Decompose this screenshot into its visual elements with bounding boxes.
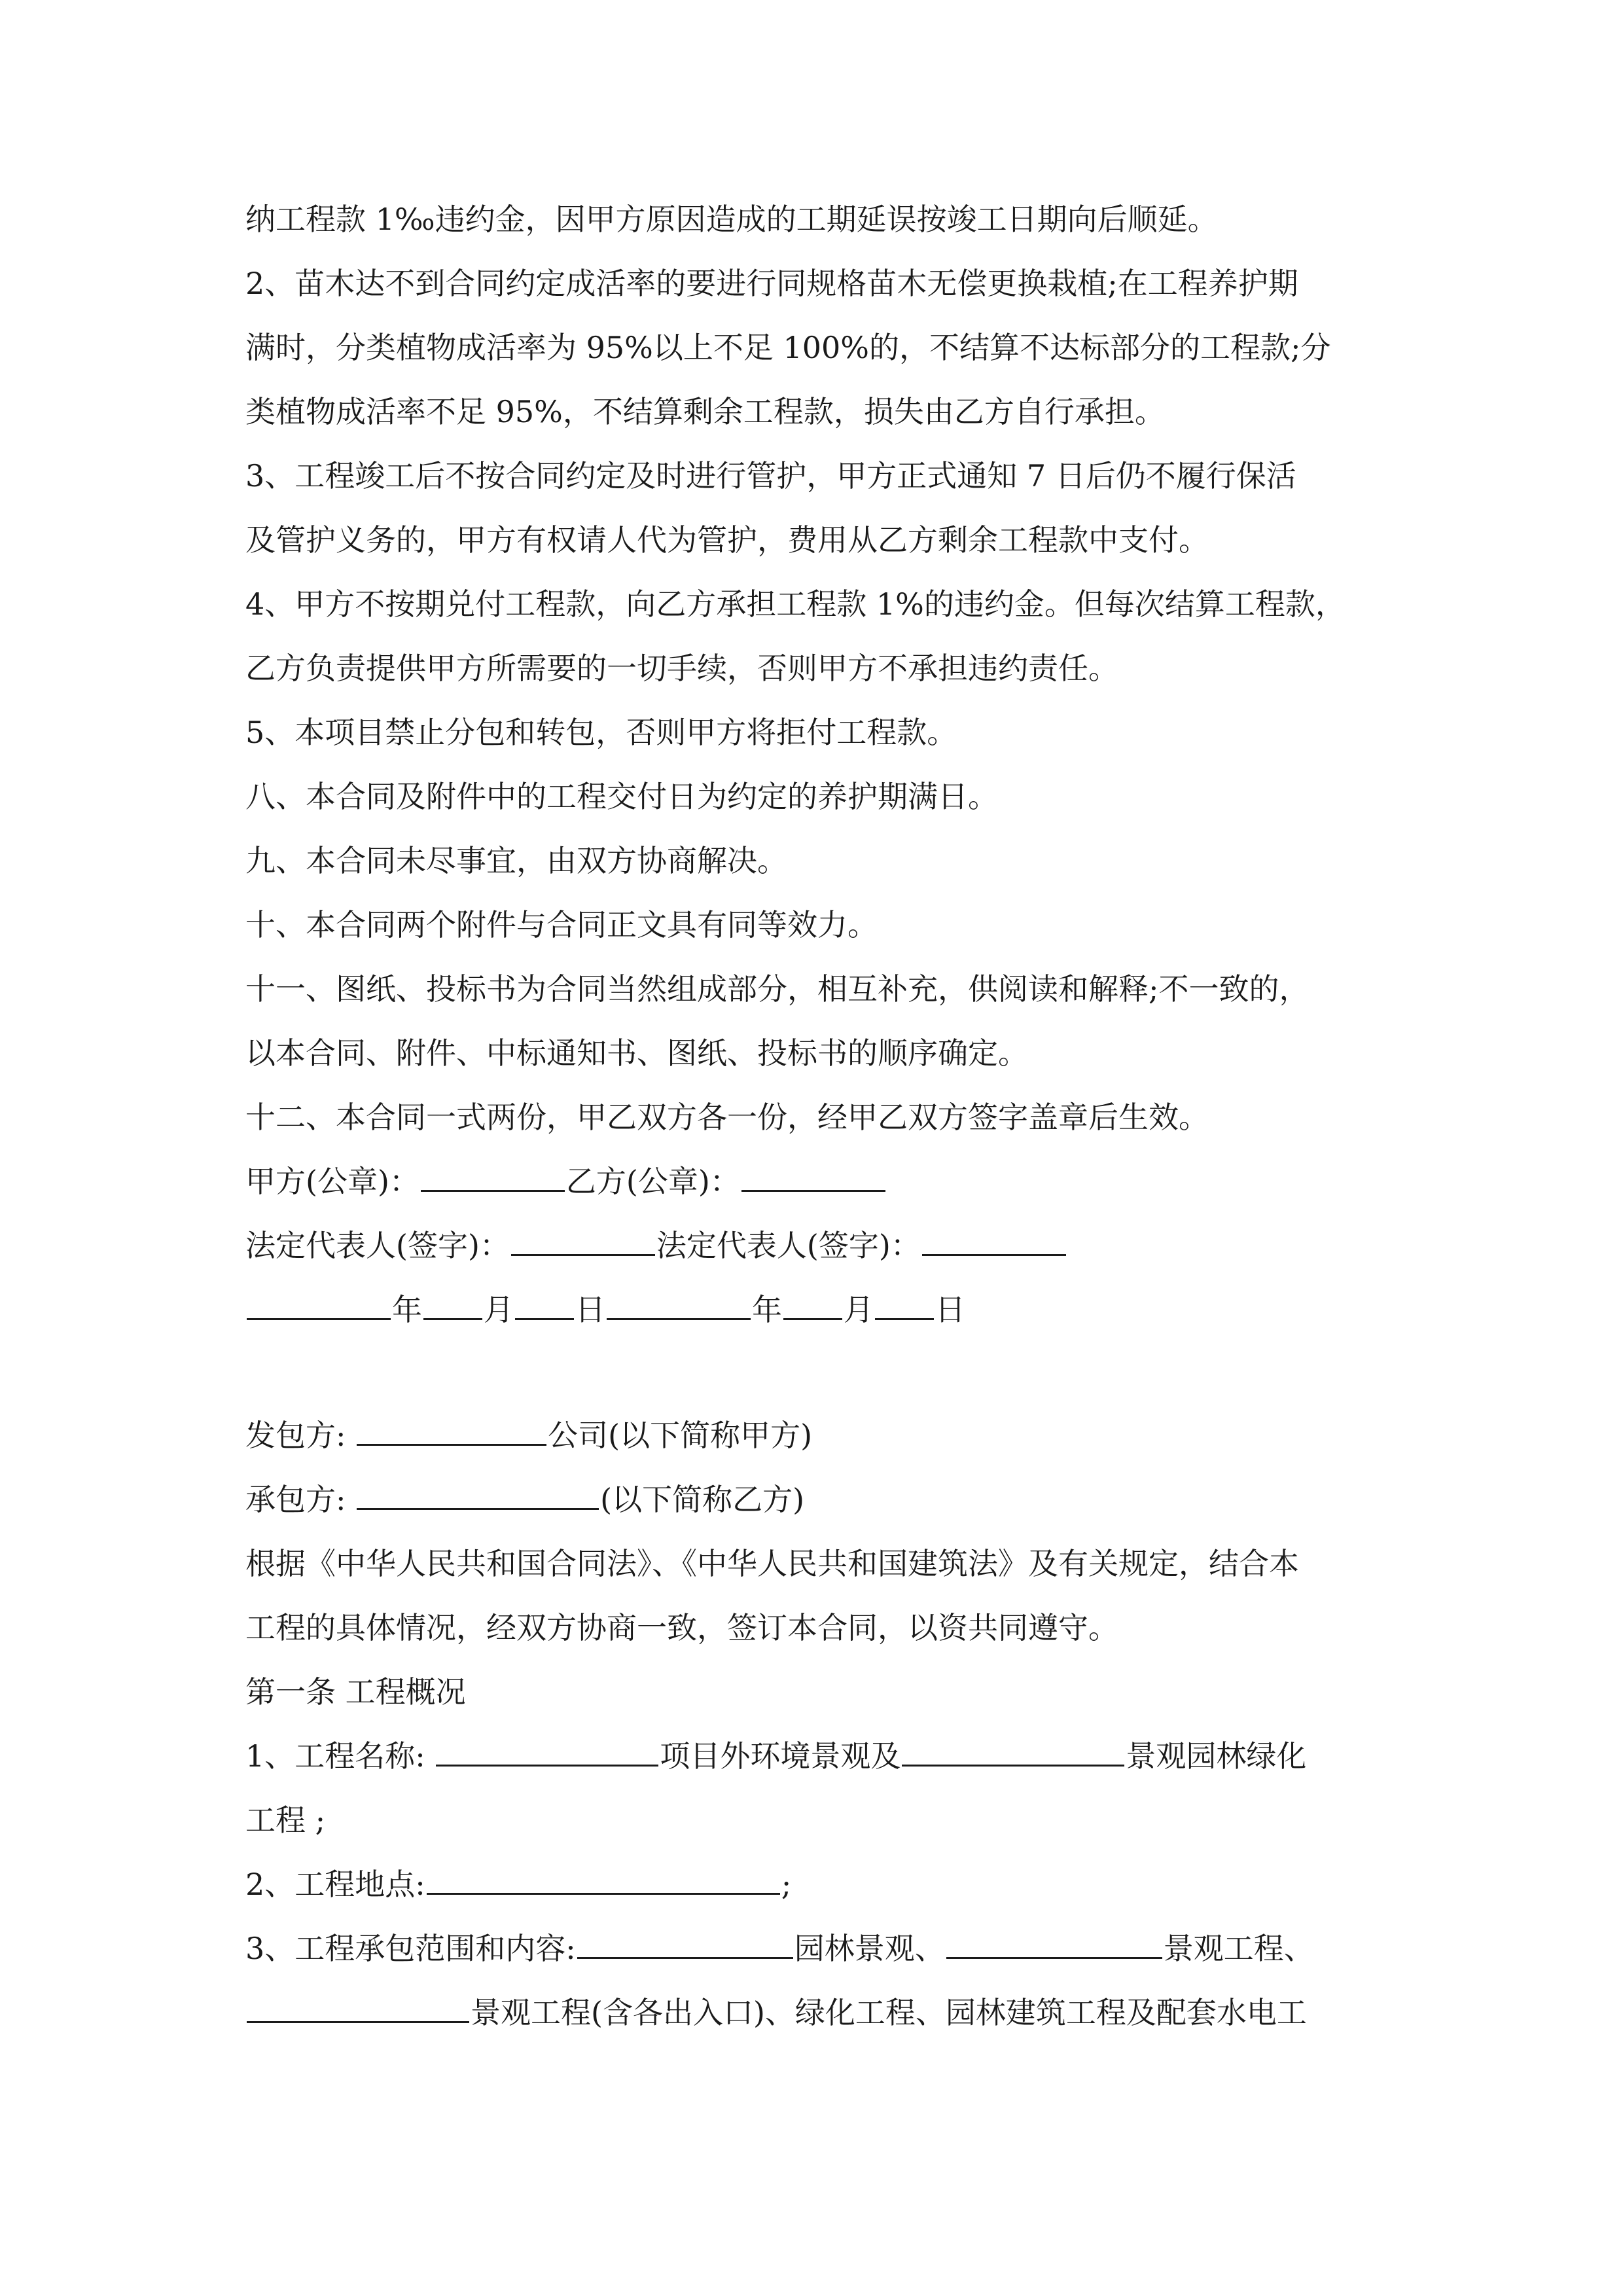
project-site-blank[interactable] <box>427 1867 780 1895</box>
rep-b-blank[interactable] <box>922 1228 1066 1256</box>
project-name-line <box>245 1736 1306 1776</box>
seal-line <box>245 1162 887 1201</box>
article-8: 八、本合同及附件中的工程交付日为约定的养护期满日。 <box>245 779 998 814</box>
project-name-continued: 工程 ; <box>245 1803 326 1838</box>
scope-label: 3、工程承包范围和内容: <box>245 1931 576 1966</box>
scope-c: 景观工程(含各出入口)、绿化工程、园林建筑工程及配套水电工 <box>471 1995 1307 2030</box>
article-11-line-2: 以本合同、附件、中标通知书、图纸、投标书的顺序确定。 <box>245 1035 1028 1071</box>
month-b-label: 月 <box>844 1292 874 1327</box>
basis-line-1: 根据《中华人民共和国合同法》、《中华人民共和国建筑法》及有关规定，结合本 <box>245 1546 1299 1581</box>
scope-line-2 <box>245 1993 1307 2032</box>
basis-line-2: 工程的具体情况，经双方协商一致，签订本合同，以资共同遵守。 <box>245 1610 1118 1645</box>
scope-b: 景观工程、 <box>1163 1931 1314 1966</box>
clause-2-line-1: 2、苗木达不到合同约定成活率的要进行同规格苗木无偿更换栽植;在工程养护期 <box>245 266 1298 301</box>
rep-a-blank[interactable] <box>511 1228 655 1256</box>
clause-3-line-1: 3、工程竣工后不按合同约定及时进行管护，甲方正式通知 7 日后仍不履行保活 <box>245 458 1296 493</box>
employer-blank[interactable] <box>357 1418 546 1446</box>
scope-a: 园林景观、 <box>794 1931 945 1966</box>
clause-3-line-2: 及管护义务的，甲方有权请人代为管护，费用从乙方剩余工程款中支付。 <box>245 522 1209 558</box>
article-10: 十、本合同两个附件与合同正文具有同等效力。 <box>245 907 878 942</box>
year-b-blank[interactable] <box>607 1292 751 1320</box>
year-b-label: 年 <box>752 1292 782 1327</box>
scope-line-1 <box>245 1929 1314 1968</box>
contractor-label: 承包方: <box>245 1482 356 1517</box>
clause-5: 5、本项目禁止分包和转包，否则甲方将拒付工程款。 <box>245 715 957 750</box>
project-site-tail: ; <box>781 1867 792 1902</box>
contractor-blank[interactable] <box>357 1482 599 1510</box>
project-name-blank-1[interactable] <box>436 1738 658 1767</box>
project-name-tail: 景观园林绿化 <box>1126 1738 1307 1774</box>
scope-blank-3[interactable] <box>247 1995 469 2023</box>
clause-4-line-2: 乙方负责提供甲方所需要的一切手续，否则甲方不承担违约责任。 <box>245 651 1118 686</box>
day-a-blank[interactable] <box>515 1292 574 1320</box>
project-site-line <box>245 1865 791 1904</box>
day-a-label: 日 <box>575 1292 605 1327</box>
year-a-label: 年 <box>392 1292 422 1327</box>
article-11-line-1: 十一、图纸、投标书为合同当然组成部分，相互补充，供阅读和解释;不一致的， <box>245 971 1310 1007</box>
article-12: 十二、本合同一式两份，甲乙双方各一份，经甲乙双方签字盖章后生效。 <box>245 1100 1209 1135</box>
party-a-seal-blank[interactable] <box>421 1164 565 1192</box>
month-a-blank[interactable] <box>423 1292 482 1320</box>
party-a-seal-label: 甲方(公章)： <box>245 1164 419 1199</box>
project-name-mid: 项目外环境景观及 <box>660 1738 901 1774</box>
scope-blank-2[interactable] <box>946 1931 1162 1959</box>
employer-label: 发包方: <box>245 1418 356 1453</box>
employer-suffix: 公司(以下简称甲方) <box>548 1418 813 1453</box>
year-a-blank[interactable] <box>247 1292 391 1320</box>
project-name-blank-2[interactable] <box>902 1738 1124 1767</box>
month-a-label: 月 <box>484 1292 514 1327</box>
article-9: 九、本合同未尽事宜，由双方协商解决。 <box>245 843 787 878</box>
project-name-label: 1、工程名称: <box>245 1738 435 1774</box>
clause-2-line-2: 满时，分类植物成活率为 95%以上不足 100%的，不结算不达标部分的工程款;分 <box>245 330 1331 365</box>
contractor-line <box>245 1480 804 1519</box>
rep-a-label: 法定代表人(签字)： <box>245 1228 510 1263</box>
clause-penalty-end: 纳工程款 1‰违约金，因甲方原因造成的工期延误按竣工日期向后顺延。 <box>245 202 1218 237</box>
day-b-label: 日 <box>935 1292 965 1327</box>
month-b-blank[interactable] <box>783 1292 842 1320</box>
party-b-seal-blank[interactable] <box>741 1164 885 1192</box>
date-line <box>245 1290 965 1329</box>
scope-blank-1[interactable] <box>577 1931 793 1959</box>
party-b-seal-label: 乙方(公章)： <box>565 1164 740 1199</box>
article-1-heading: 第一条 工程概况 <box>245 1674 466 1710</box>
employer-line <box>245 1416 812 1455</box>
contractor-suffix: (以下简称乙方) <box>600 1482 805 1517</box>
clause-4-line-1: 4、甲方不按期兑付工程款，向乙方承担工程款 1%的违约金。但每次结算工程款， <box>245 586 1346 622</box>
rep-b-label: 法定代表人(签字)： <box>656 1228 921 1263</box>
day-b-blank[interactable] <box>875 1292 934 1320</box>
project-site-label: 2、工程地点: <box>245 1867 425 1902</box>
clause-2-line-3: 类植物成活率不足 95%，不结算剩余工程款，损失由乙方自行承担。 <box>245 394 1165 429</box>
representative-line <box>245 1226 1067 1265</box>
